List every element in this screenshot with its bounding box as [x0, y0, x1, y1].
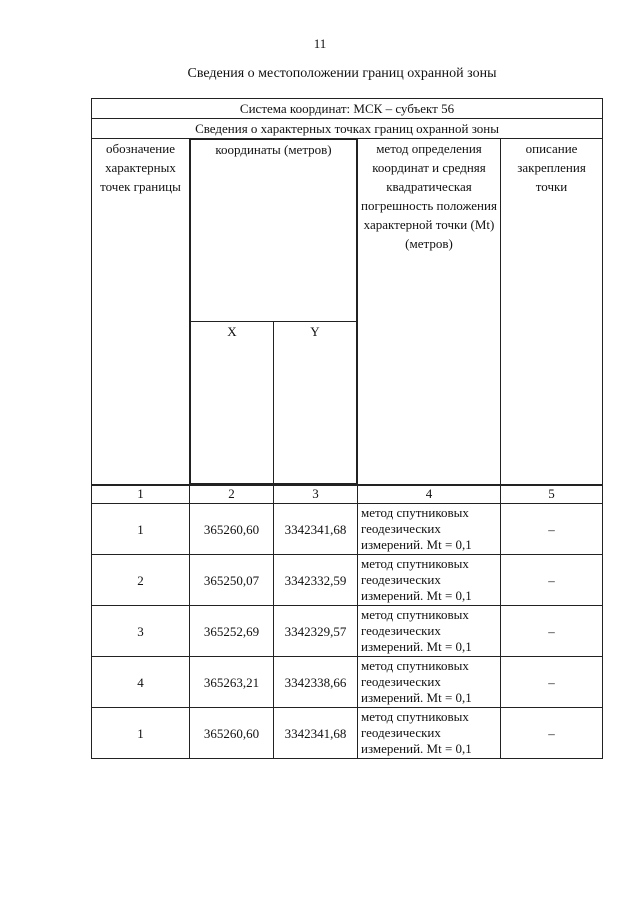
- table-row: [92, 657, 603, 708]
- header-y: Y: [274, 322, 357, 484]
- column-number: 1: [92, 485, 190, 504]
- point-label: 2: [92, 555, 190, 606]
- method-text: метод спутниковых геодезических измерений. Mt = 0,1: [358, 708, 501, 759]
- y-coordinate: 3342338,66: [274, 657, 358, 708]
- point-description: –: [501, 555, 603, 606]
- method-text: метод спутниковых геодезических измерений. Mt = 0,1: [358, 504, 501, 555]
- header-coordinates-label: координаты (метров): [191, 140, 357, 322]
- column-header-row: [92, 139, 603, 486]
- x-coordinate: 365252,69: [190, 606, 274, 657]
- x-coordinate: 365250,07: [190, 555, 274, 606]
- y-coordinate: 3342341,68: [274, 504, 358, 555]
- table-subtitle-row: [92, 119, 603, 139]
- table-subtitle: Сведения о характерных точках границ охранной зоны: [92, 119, 603, 139]
- page-number: 11: [313, 36, 327, 51]
- y-coordinate: 3342341,68: [274, 708, 358, 759]
- coordinates-table: [91, 98, 603, 759]
- header-description: описание закрепления точки: [501, 139, 603, 486]
- coordinate-system-label: Система координат: МСК – субъект 56: [92, 99, 603, 119]
- document-title: Сведения о местоположении границ охранной зоны: [187, 66, 497, 81]
- point-description: –: [501, 504, 603, 555]
- column-number: 4: [358, 485, 501, 504]
- coordinate-system-row: [92, 99, 603, 119]
- table-body: [92, 99, 603, 759]
- method-text: метод спутниковых геодезических измерений. Mt = 0,1: [358, 606, 501, 657]
- table-row: [92, 708, 603, 759]
- header-point-label: обозначение характерных точек границы: [92, 139, 190, 486]
- table-row: [92, 606, 603, 657]
- table-row: [92, 555, 603, 606]
- header-coordinates: [190, 139, 358, 486]
- method-text: метод спутниковых геодезических измерений. Mt = 0,1: [358, 555, 501, 606]
- column-number: 3: [274, 485, 358, 504]
- x-coordinate: 365260,60: [190, 708, 274, 759]
- column-number: 2: [190, 485, 274, 504]
- method-text: метод спутниковых геодезических измерений. Mt = 0,1: [358, 657, 501, 708]
- coordinates-subheader: [190, 139, 357, 484]
- y-coordinate: 3342329,57: [274, 606, 358, 657]
- point-description: –: [501, 657, 603, 708]
- y-coordinate: 3342332,59: [274, 555, 358, 606]
- point-label: 4: [92, 657, 190, 708]
- point-label: 3: [92, 606, 190, 657]
- header-method: метод определения координат и средняя квадратическая погрешность положения характерной точки (Mt) (метров): [358, 139, 501, 486]
- header-x: X: [191, 322, 274, 484]
- column-number: 5: [501, 485, 603, 504]
- x-coordinate: 365260,60: [190, 504, 274, 555]
- point-description: –: [501, 606, 603, 657]
- point-description: –: [501, 708, 603, 759]
- point-label: 1: [92, 504, 190, 555]
- table-row: [92, 504, 603, 555]
- column-number-row: [92, 485, 603, 504]
- point-label: 1: [92, 708, 190, 759]
- x-coordinate: 365263,21: [190, 657, 274, 708]
